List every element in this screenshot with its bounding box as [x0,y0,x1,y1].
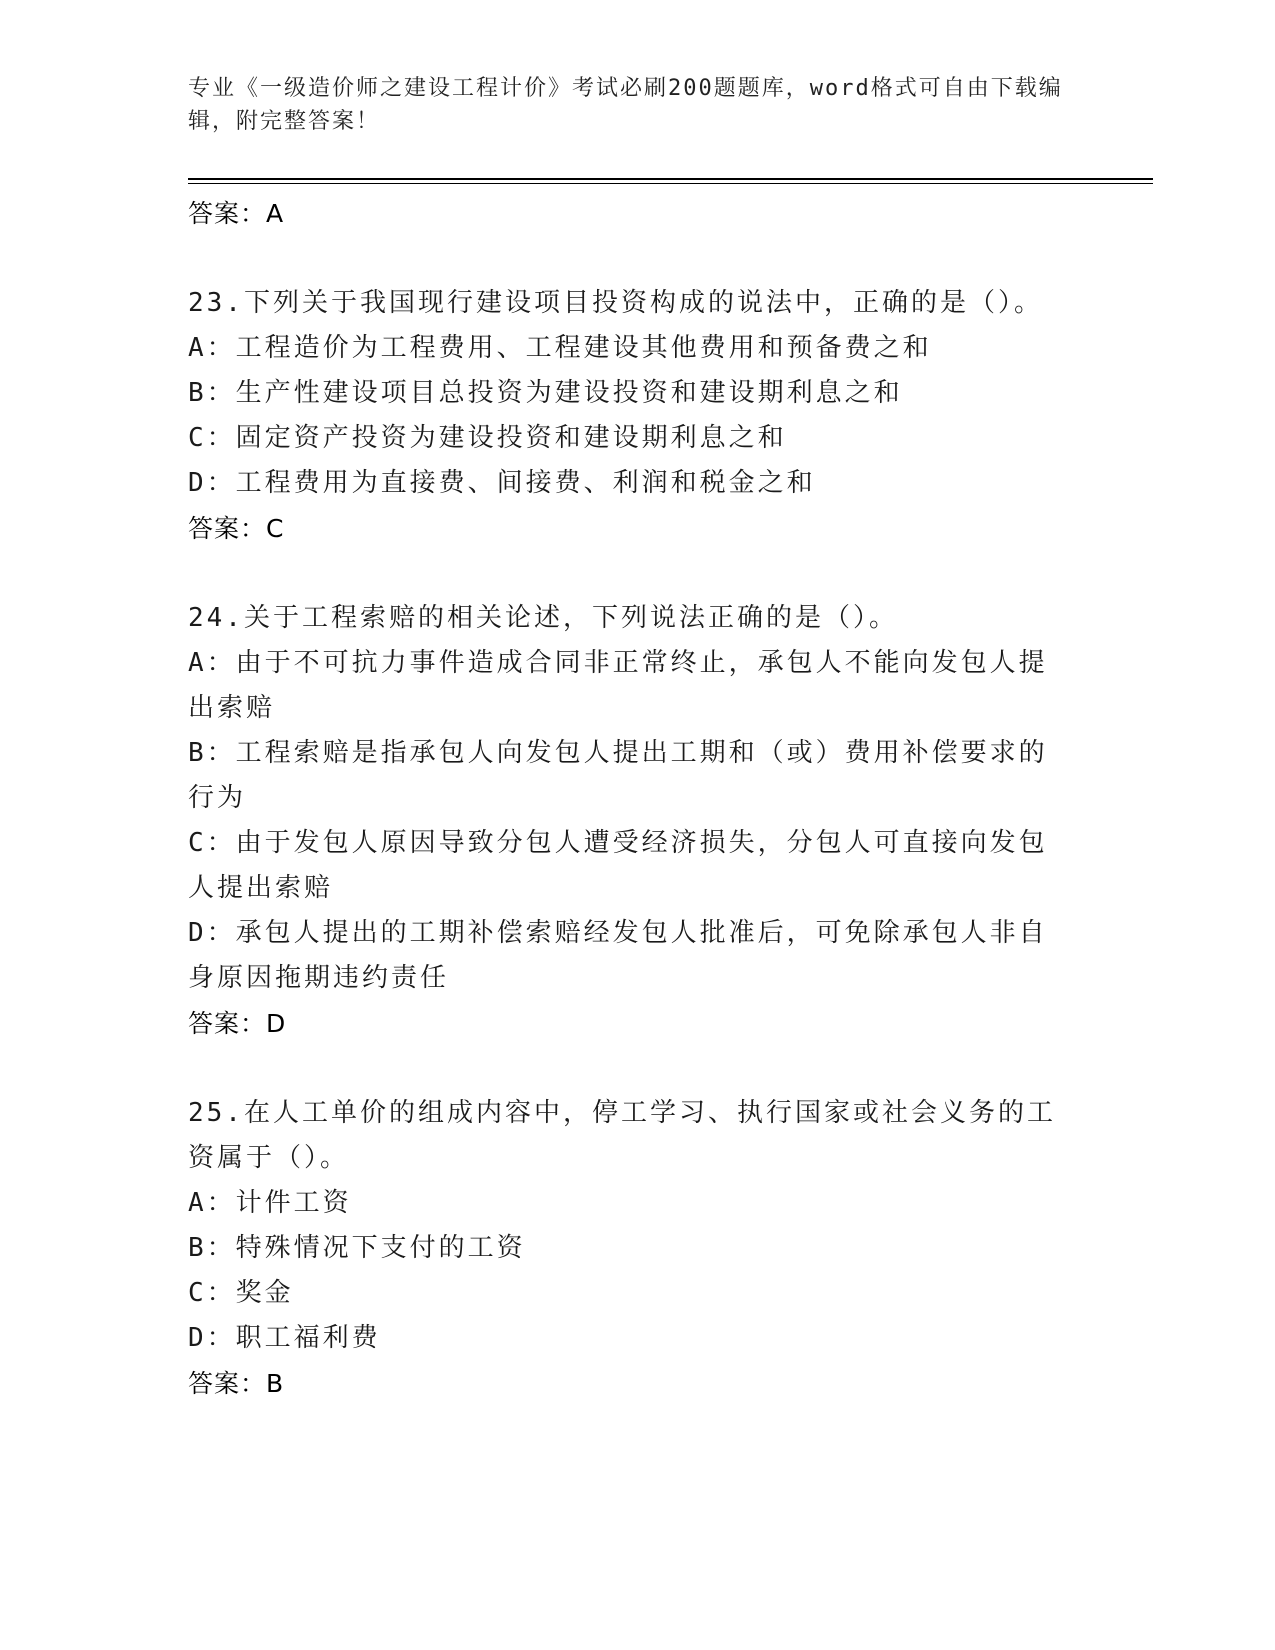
question-item [188,281,1068,551]
answer-line: 答案：D [188,1009,287,1038]
question-item [188,1091,1068,1406]
option-d: D：承包人提出的工期补偿索赔经发包人批准后，可免除承包人非自身原因拖期违约责任 [188,918,1048,993]
option-a: A：由于不可抗力事件造成合同非正常终止，承包人不能向发包人提出索赔 [188,648,1048,723]
option-b: B：生产性建设项目总投资为建设投资和建设期利息之和 [188,378,903,408]
header-rule-thick [188,178,1153,180]
option-a: A：工程造价为工程费用、工程建设其他费用和预备费之和 [188,333,932,363]
question-item [188,596,1068,1046]
question-stem: 24.关于工程索赔的相关论述，下列说法正确的是（）。 [188,603,898,633]
option-c: C：由于发包人原因导致分包人遭受经济损失，分包人可直接向发包人提出索赔 [188,828,1048,903]
option-b: B：特殊情况下支付的工资 [188,1233,526,1263]
document-header: 专业《一级造价师之建设工程计价》考试必刷200题题库，word格式可自由下载编辑，附完整答案！ [188,76,1063,134]
question-list [188,191,1068,1406]
option-c: C：固定资产投资为建设投资和建设期利息之和 [188,423,787,453]
option-b: B：工程索赔是指承包人向发包人提出工期和（或）费用补偿要求的行为 [188,738,1048,813]
question-stem: 23.下列关于我国现行建设项目投资构成的说法中，正确的是（）。 [188,288,1043,318]
header-rule-thin [188,183,1153,184]
answer-line: 答案：A [188,199,285,228]
question-stem: 25.在人工单价的组成内容中，停工学习、执行国家或社会义务的工资属于（）。 [188,1098,1056,1173]
option-d: D：职工福利费 [188,1323,381,1353]
option-d: D：工程费用为直接费、间接费、利润和税金之和 [188,468,816,498]
answer-line: 答案：B [188,1369,285,1398]
option-a: A：计件工资 [188,1188,352,1218]
option-c: C：奖金 [188,1278,294,1308]
answer-line: 答案：C [188,514,285,543]
